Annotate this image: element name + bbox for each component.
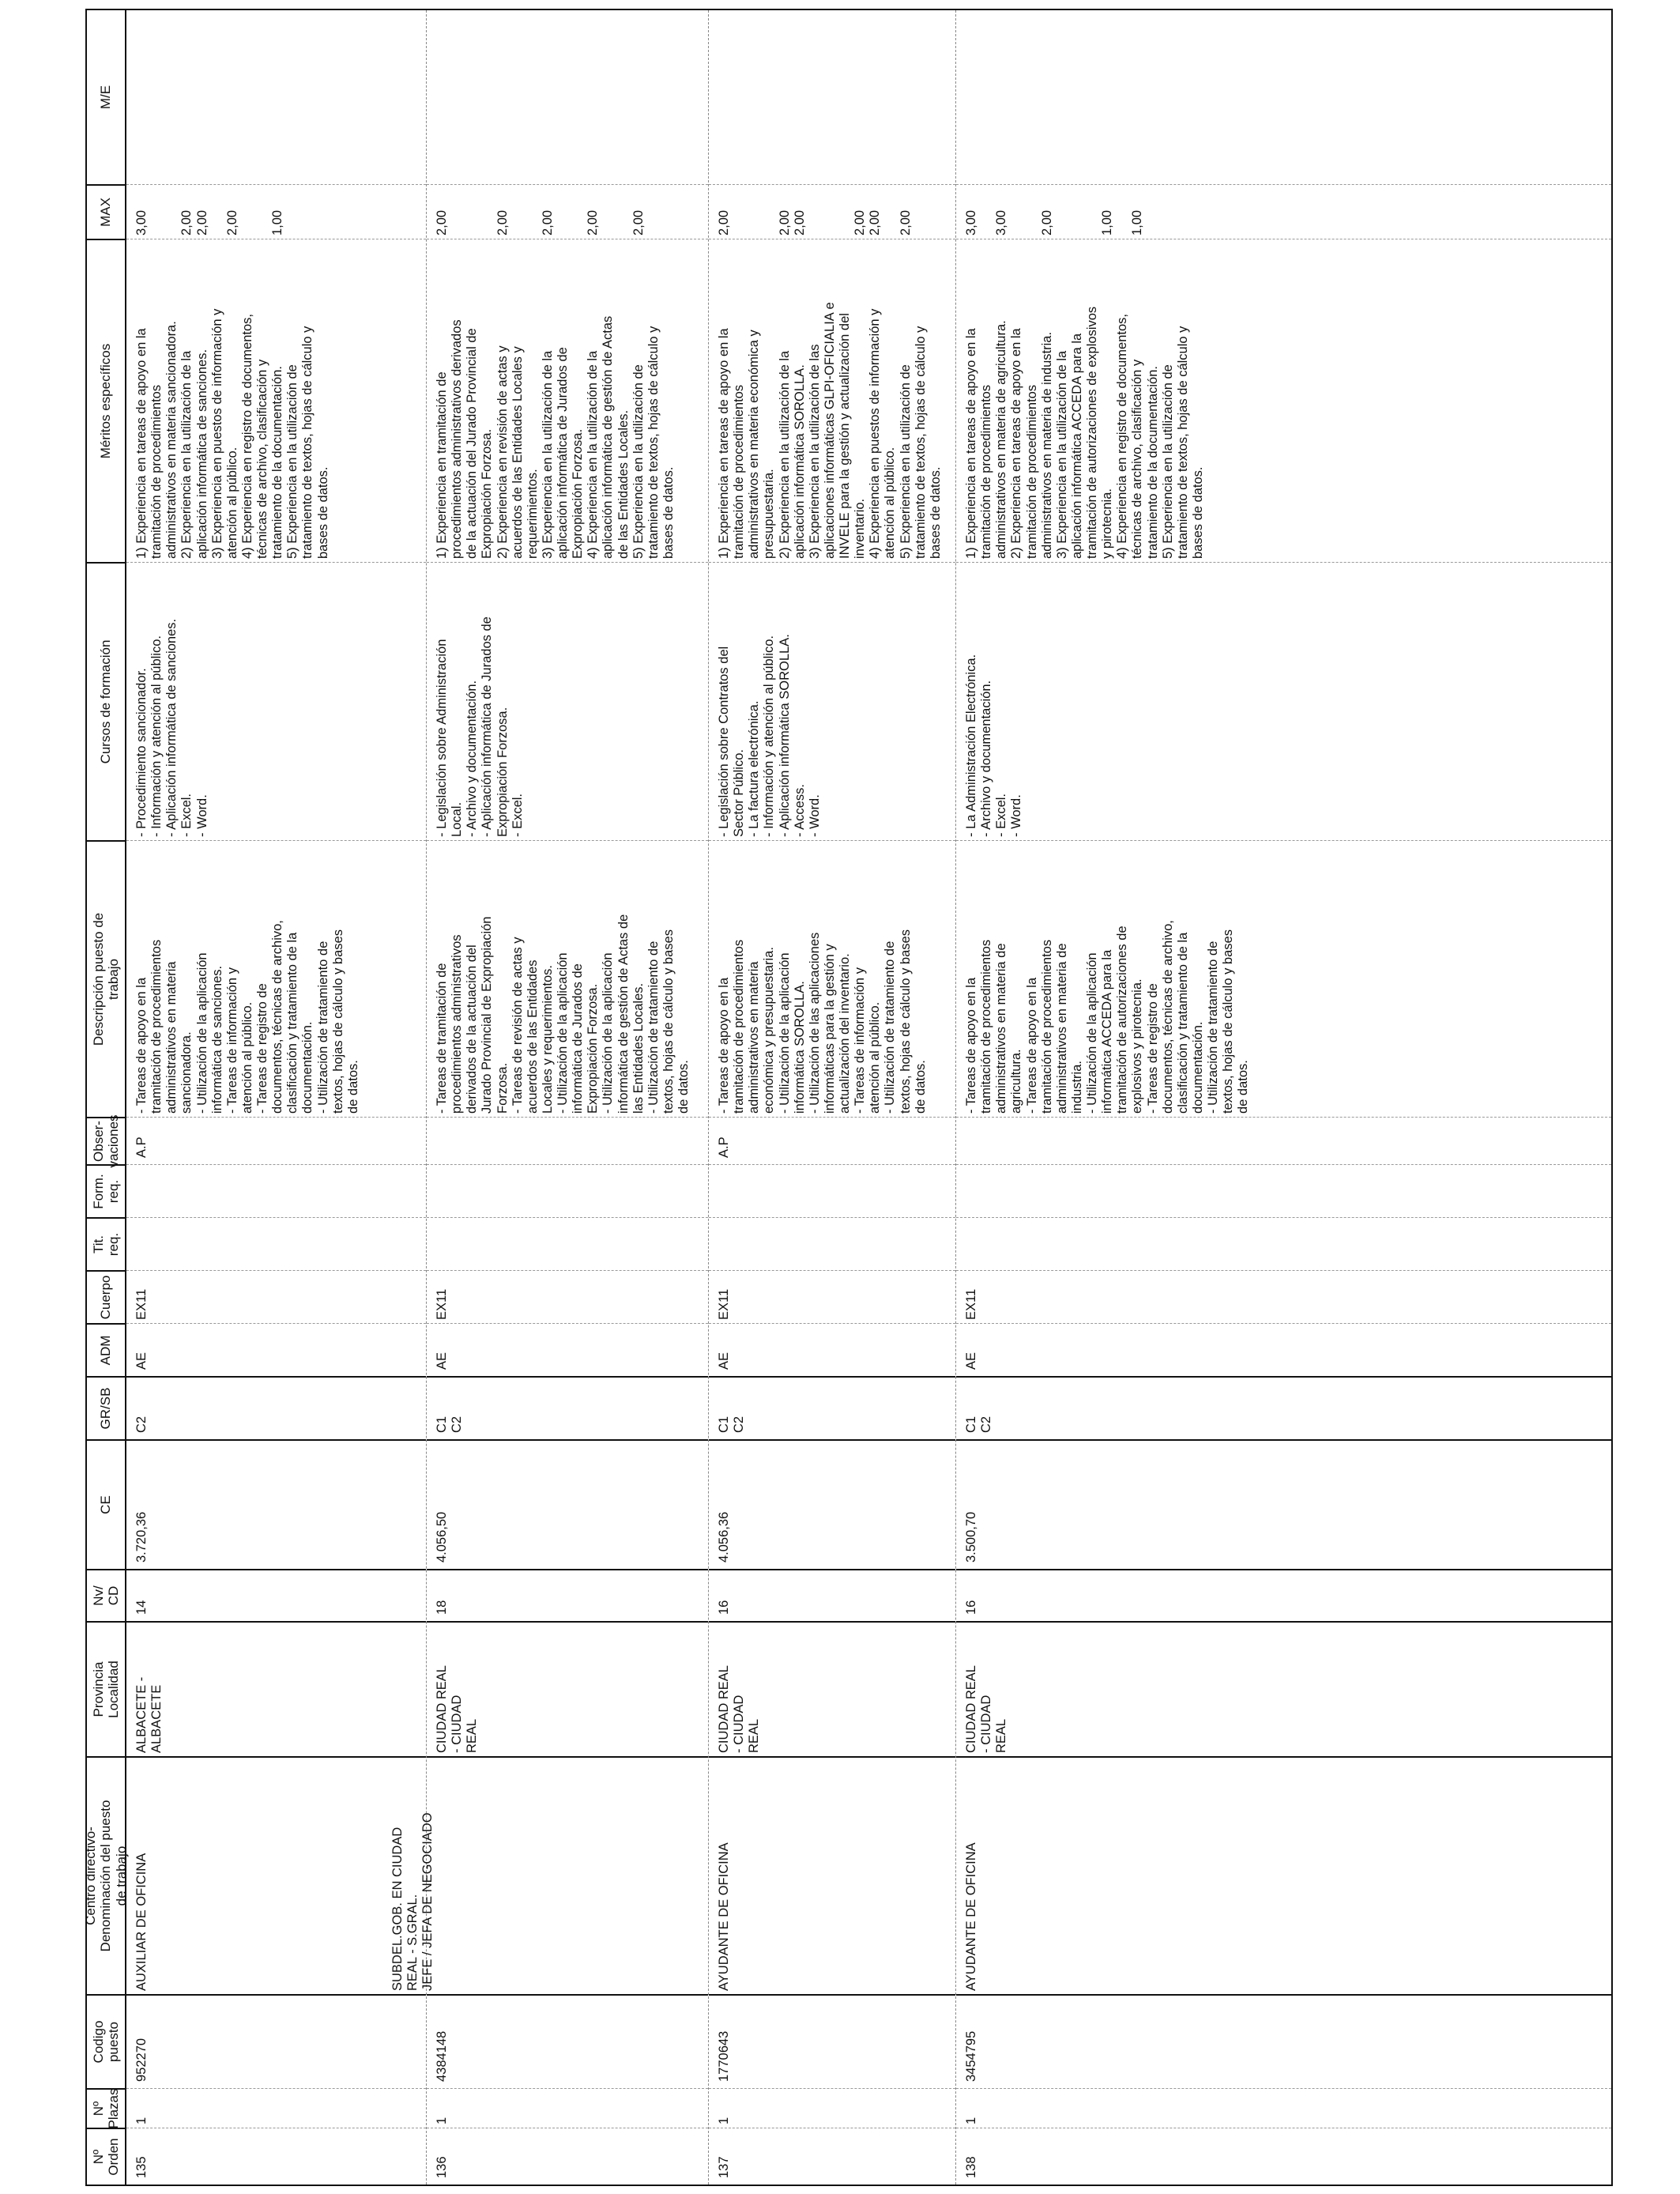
cell-tit [956, 1217, 1611, 1270]
cell-provincia: CIUDAD REAL - CIUDAD REAL [956, 1621, 1611, 1756]
header-tit: Tit. req. [87, 1217, 125, 1270]
cell-cursos: - La Administración Electrónica. - Archivo y documentación. - Excel. - Word. [956, 562, 1611, 840]
cell-centro-name: JEFE / JEFA DE NEGOCIADO [420, 1812, 435, 1991]
table-row [956, 10, 1611, 2185]
header-nivel: Nv/ CD [87, 1569, 125, 1621]
cell-provincia: CIUDAD REAL - CIUDAD REAL [427, 1621, 708, 1756]
cell-codigo: 4384148 [427, 1994, 708, 2088]
cell-adm: AE [709, 1323, 955, 1376]
cell-meritos: 1) Experiencia en tramitación de procedimientos administrativos derivados de la actuación del Jurado Provincial de Expropiación Forzosa. 2) Experiencia en revisión de actas y acuerdos de las Entidades Locales y requerimientos. 3) Experiencia en la utilización de la aplicación informática de Jurados de Expropiación Forzosa. 4) Experiencia en la utilización de la aplicación informática de gestión de Actas de las Entidades Locales. 5) Experiencia en la utilización de tratamiento de textos, hojas de cálculo y bases de datos. [427, 239, 708, 562]
header-descripcion: Descripción puesto de trabajo [87, 840, 125, 1117]
cell-cursos: - Procedimiento sancionador. - Información y atención al público. - Aplicación informática de sanciones. - Excel. - Word. [126, 562, 426, 840]
header-meritos: Méritos específicos [87, 239, 125, 562]
cell-centro [709, 1756, 955, 1994]
cell-centro-name: AUXILIAR DE OFICINA [134, 1853, 149, 1991]
cell-tit [126, 1217, 426, 1270]
cell-orden: 136 [427, 2128, 708, 2185]
cell-ce: 4.056,50 [427, 1439, 708, 1569]
cell-obs [956, 1117, 1611, 1164]
cell-provincia: CIUDAD REAL - CIUDAD REAL [709, 1621, 955, 1756]
cell-adm: AE [956, 1323, 1611, 1376]
cell-ce: 4.056,36 [709, 1439, 955, 1569]
table-header [83, 10, 129, 2185]
cell-centro-name: AYUDANTE DE OFICINA [964, 1842, 978, 1991]
cell-centro [126, 1756, 426, 1994]
cell-grsb: C2 [126, 1376, 426, 1439]
cell-max: 3,00 3,00 2,00 1,00 1,00 [956, 184, 1611, 239]
cell-tit [709, 1217, 955, 1270]
cell-max: 3,00 2,00 2,00 2,00 1,00 [126, 184, 426, 239]
header-obs: Obser- vaciones [87, 1117, 125, 1164]
cell-tit [427, 1217, 708, 1270]
cell-obs: A.P [709, 1117, 955, 1164]
cell-cursos: - Legislación sobre Administración Local. - Archivo y documentación. - Aplicación informática de Jurados de Expropiación Forzosa. - Excel. [427, 562, 708, 840]
cell-codigo: 1770643 [709, 1994, 955, 2088]
cell-codigo: 3454795 [956, 1994, 1611, 2088]
cell-orden: 135 [126, 2128, 426, 2185]
cell-centro [390, 1756, 708, 1994]
cell-adm: AE [427, 1323, 708, 1376]
cell-grsb: C1 C2 [427, 1376, 708, 1439]
cell-plazas: 1 [709, 2088, 955, 2128]
cell-orden: 138 [956, 2128, 1611, 2185]
header-orden: Nº Orden [87, 2128, 125, 2185]
cell-grsb: C1 C2 [709, 1376, 955, 1439]
cell-cuerpo: EX11 [709, 1270, 955, 1323]
table-row [390, 10, 709, 2185]
cell-form [126, 1164, 426, 1217]
cell-descripcion: - Tareas de apoyo en la tramitación de procedimientos administrativos en materia económica y presupuestaria. - Utilización de la aplicación informática SOROLLA. - Utilización de las aplicaciones informáticas para la gestión y actualización del inventario. - Tareas de información y atención al público. - Utilización de tratamiento de textos, hojas de cálculo y bases de datos. [709, 840, 955, 1117]
cell-codigo: 952270 [126, 1994, 426, 2088]
cell-form [709, 1164, 955, 1217]
cell-meritos: 1) Experiencia en tareas de apoyo en la tramitación de procedimientos administrativos en materia sancionadora. 2) Experiencia en la utilización de la aplicación informática de sanciones. 3) Experiencia en puestos de información y atención al público. 4) Experiencia en registro de documentos, técnicas de archivo, clasificación y tratamiento de la documentación. 5) Experiencia en la utilización de tratamiento de textos, hojas de cálculo y bases de datos. [126, 239, 426, 562]
header-adm: ADM [87, 1323, 125, 1376]
cell-cursos: - Legislación sobre Contratos del Sector Público. - La factura electrónica. - Información y atención al público. - Aplicación informática SOROLLA. - Access. - Word. [709, 562, 955, 840]
cell-centro [956, 1756, 1611, 1994]
cell-obs: A.P [126, 1117, 426, 1164]
header-max: MAX [87, 184, 125, 239]
header-form: Form. req. [87, 1164, 125, 1217]
cell-provincia: ALBACETE - ALBACETE [126, 1621, 426, 1756]
cell-ce: 3.720,36 [126, 1439, 426, 1569]
table-row [126, 10, 427, 2185]
cell-me [427, 10, 708, 184]
cell-descripcion: - Tareas de tramitación de procedimientos administrativos derivados de la actuación del Jurado Provincial de Expropiación Forzosa. - Tareas de revisión de actas y acuerdos de las Entidades Locales y requerimientos. - Utilización de la aplicación informática de Jurados de Expropiación Forzosa. - Utilización de la aplicación informática de gestión de Actas de las Entidades Locales. - Utilización de tratamiento de textos, hojas de cálculo y bases de datos. [427, 840, 708, 1117]
cell-meritos: 1) Experiencia en tareas de apoyo en la tramitación de procedimientos administrativos en materia económica y presupuestaria. 2) Experiencia en la utilización de la aplicación informática SOROLLA. 3) Experiencia en la utilización de las aplicaciones informáticas GLPI-OFICIALIA e INVELE para la gestión y actualización del inventario. 4) Experiencia en puestos de información y atención al público. 5) Experiencia en la utilización de tratamiento de textos, hojas de cálculo y bases de datos. [709, 239, 955, 562]
cell-ce: 3.500,70 [956, 1439, 1611, 1569]
cell-nivel: 16 [956, 1569, 1611, 1621]
cell-cuerpo: EX11 [126, 1270, 426, 1323]
cell-plazas: 1 [427, 2088, 708, 2128]
header-plazas: Nº Plazas [87, 2088, 125, 2128]
header-centro: Centro directivo- Denominación del puesto de trabajo [87, 1756, 125, 1994]
cell-form [427, 1164, 708, 1217]
header-me: M/E [98, 85, 114, 110]
cell-plazas: 1 [956, 2088, 1611, 2128]
table-row [709, 10, 956, 2185]
cell-cuerpo: EX11 [956, 1270, 1611, 1323]
header-codigo: Codigo puesto [87, 1994, 125, 2088]
header-cuerpo: Cuerpo [87, 1270, 125, 1323]
cell-descripcion: - Tareas de apoyo en la tramitación de procedimientos administrativos en materia de agricultura. - Tareas de apoyo en la tramitación de procedimientos administrativos en materia de industria. - Utilización de la aplicación informática ACCEDA para la tramitación de autorizaciones de explosivos y pirotecnia. - Tareas de registro de documentos, técnicas de archivo, clasificación y tratamiento de la documentación. - Utilización de tratamiento de textos, hojas de cálculo y bases de datos. [956, 840, 1611, 1117]
cell-nivel: 16 [709, 1569, 955, 1621]
header-provincia: Provincia Localidad [87, 1621, 125, 1756]
cell-me [956, 10, 1611, 184]
cell-me [709, 10, 955, 184]
cell-grsb: C1 C2 [956, 1376, 1611, 1439]
cell-centro-top: SUBDEL.GOB. EN CIUDAD REAL - S.GRAL. [390, 1826, 420, 1991]
cell-descripcion: - Tareas de apoyo en la tramitación de procedimientos administrativos en materia sancionadora. - Utilización de la aplicación informática de sanciones. - Tareas de información y atención al público. - Tareas de registro de documentos, técnicas de archivo, clasificación y tratamiento de la documentación. - Utilización de tratamiento de textos, hojas de cálculo y bases de datos. [126, 840, 426, 1117]
cell-obs [427, 1117, 708, 1164]
cell-nivel: 18 [427, 1569, 708, 1621]
cell-adm: AE [126, 1323, 426, 1376]
cell-plazas: 1 [126, 2088, 426, 2128]
cell-max: 2,00 2,00 2,00 2,00 2,00 [427, 184, 708, 239]
header-cursos: Cursos de formación [87, 562, 125, 840]
cell-orden: 137 [709, 2128, 955, 2185]
header-ce: CE [87, 1439, 125, 1569]
cell-form [956, 1164, 1611, 1217]
cell-meritos: 1) Experiencia en tareas de apoyo en la tramitación de procedimientos administrativos en materia de agricultura. 2) Experiencia en tareas de apoyo en la tramitación de procedimientos administrativos en materia de industria. 3) Experiencia en la utilización de la aplicación informática ACCEDA para la tramitación de autorizaciones de explosivos y pirotecnia. 4) Experiencia en registro de documentos, técnicas de archivo, clasificación y tratamiento de la documentación. 5) Experiencia en la utilización de tratamiento de textos, hojas de cálculo y bases de datos. [956, 239, 1611, 562]
cell-nivel: 14 [126, 1569, 426, 1621]
cell-cuerpo: EX11 [427, 1270, 708, 1323]
cell-max: 2,00 2,00 2,00 2,00 2,00 2,00 [709, 184, 955, 239]
cell-centro-name: AYUDANTE DE OFICINA [717, 1842, 731, 1991]
header-grsb: GR/SB [87, 1376, 125, 1439]
positions-table [85, 9, 1613, 2186]
cell-me [126, 10, 426, 184]
